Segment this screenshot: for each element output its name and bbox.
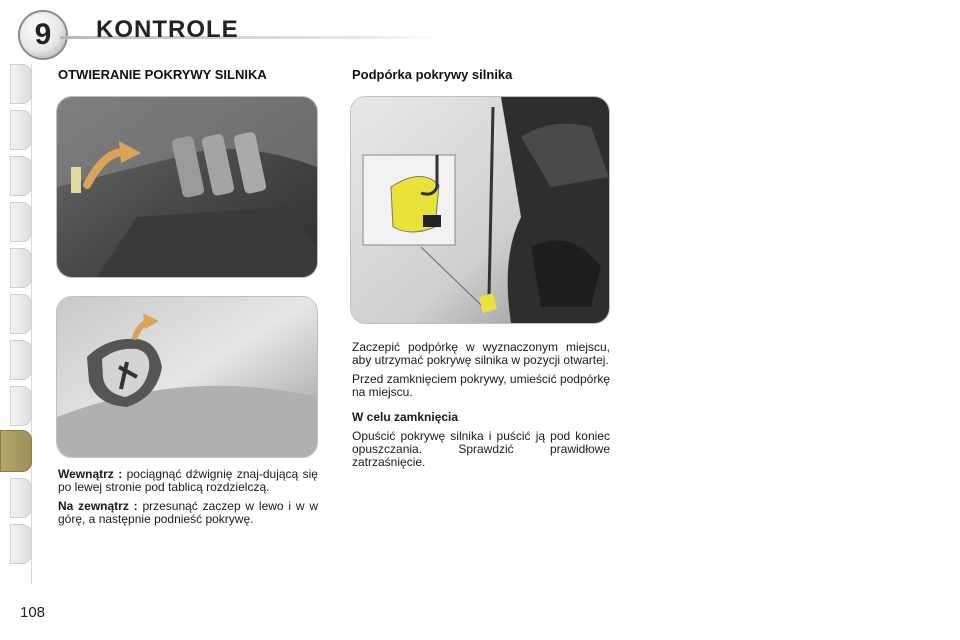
prop-paragraph-2: Przed zamknięciem pokrywy, umieścić podpórkę na miejscu.: [352, 372, 610, 399]
photo-exterior-catch: [56, 296, 318, 458]
chapter-tab[interactable]: [10, 524, 32, 564]
photo-interior-lever: [56, 96, 318, 278]
hood-prop-instructions: [352, 341, 610, 475]
chapter-tab[interactable]: [10, 248, 32, 288]
chapter-tab[interactable]: [10, 202, 32, 242]
chapter-tab[interactable]: [10, 156, 32, 196]
chapter-tab[interactable]: [10, 64, 32, 104]
chapter-tab[interactable]: [10, 110, 32, 150]
chapter-tab-active[interactable]: [0, 430, 32, 472]
chapter-tab[interactable]: [10, 340, 32, 380]
outside-text: przesunąć zaczep w lewo i w w górę, a następnie podnieść pokrywę.: [58, 499, 318, 526]
outside-label: Na zewnątrz :: [58, 499, 138, 513]
chapter-tabs: [0, 64, 34, 584]
chapter-tab[interactable]: [10, 294, 32, 334]
closing-text: Opuścić pokrywę silnika i puścić ją pod koniec opuszczania. Sprawdzić prawidłowe zatrzaśnięcie.: [352, 429, 610, 469]
section-title-hood-opening: OTWIERANIE POKRYWY SILNIKA: [58, 67, 267, 82]
page-number: 108: [20, 604, 46, 621]
inside-text: pociągnąć dźwignię znaj-dującą się po lewej stronie pod tablicą rozdzielczą.: [58, 467, 318, 494]
chapter-tab[interactable]: [10, 478, 32, 518]
chapter-number-badge: [18, 10, 68, 60]
chapter-title: KONTROLE: [96, 16, 239, 43]
inside-label: Wewnątrz :: [58, 467, 123, 481]
closing-heading: W celu zamknięcia: [352, 410, 459, 424]
chapter-tab[interactable]: [10, 386, 32, 426]
section-title-hood-prop: Podpórka pokrywy silnika: [352, 67, 513, 82]
hood-opening-instructions: [58, 468, 318, 532]
prop-paragraph-1: Zaczepić podpórkę w wyznaczonym miejscu, aby utrzymać pokrywę silnika w pozycji otwartej.: [352, 340, 610, 367]
chapter-number: 9: [34, 18, 52, 51]
photo-hood-prop: [350, 96, 610, 324]
